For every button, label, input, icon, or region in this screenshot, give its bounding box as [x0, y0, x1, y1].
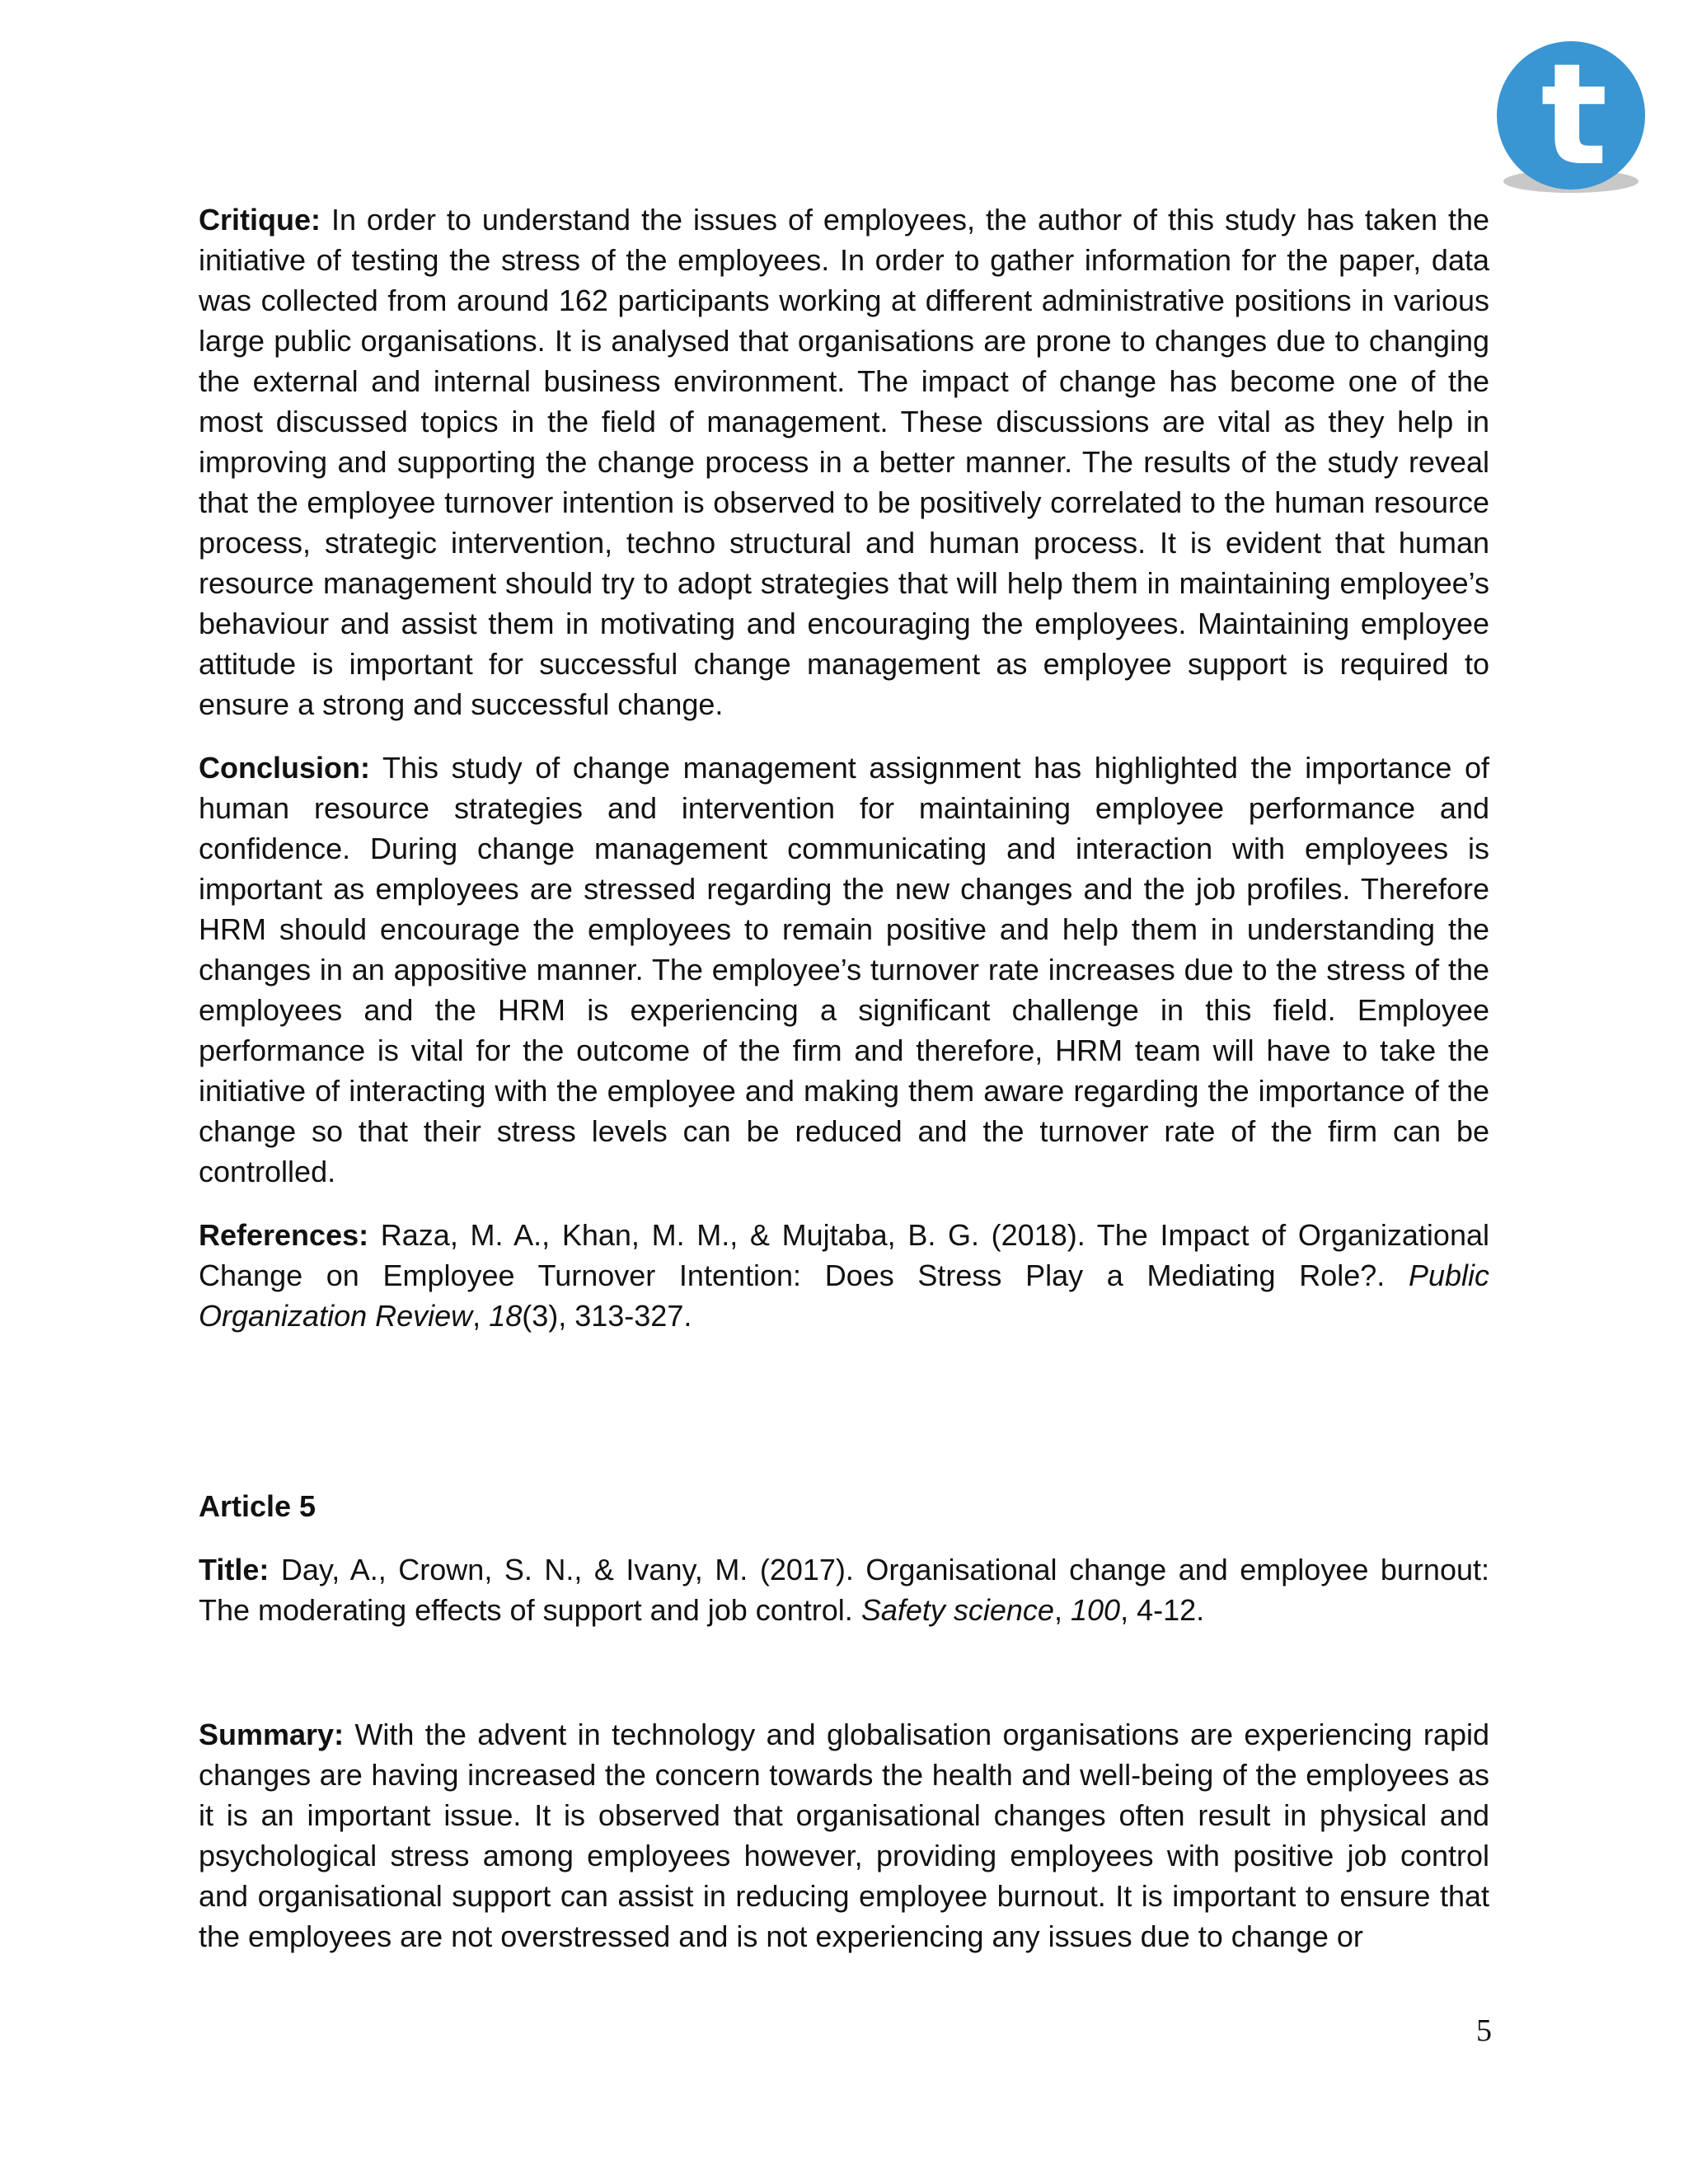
references-volume: 18 — [489, 1299, 523, 1333]
title-pages: , 4-12. — [1120, 1593, 1205, 1627]
references-label: References: — [199, 1218, 369, 1252]
document-body — [199, 199, 1489, 1957]
summary-text: With the advent in technology and globalisation organisations are experiencing rapid changes are having increased the concern towards the health and well-being of the employees as it is an important issue. It is observed that organisational changes often result in physical and psychological stress among employees however, providing employees with positive job control and organisational support can assist in reducing employee burnout. It is important to ensure that the employees are not overstressed and is not experiencing any issues due to change or — [199, 1718, 1489, 1953]
article-heading: Article 5 — [199, 1489, 316, 1523]
company-logo-icon — [1489, 40, 1653, 204]
conclusion-label: Conclusion: — [199, 751, 370, 785]
conclusion-paragraph — [199, 748, 1489, 1192]
references-text: Raza, M. A., Khan, M. M., & Mujtaba, B. G. (2018). The Impact of Organizational Change on Employee Turnover Intention: Does Stress Play a Mediating Role?. — [199, 1218, 1489, 1292]
critique-label: Critique: — [199, 203, 321, 237]
title-paragraph — [199, 1549, 1489, 1630]
title-text: Day, A., Crown, S. N., & Ivany, M. (2017). Organisational change and employee burnout: The moderating effects of support and job control. — [199, 1553, 1489, 1627]
title-journal: Safety science — [860, 1593, 1054, 1627]
title-volume: 100 — [1070, 1593, 1121, 1627]
references-journal: Public Organization Review — [199, 1258, 1489, 1333]
title-separator: , — [1053, 1593, 1062, 1627]
references-separator: , — [472, 1299, 481, 1333]
critique-paragraph — [199, 199, 1489, 724]
summary-paragraph — [199, 1714, 1489, 1957]
conclusion-text: This study of change management assignment has highlighted the importance of human resource strategies and intervention for maintaining employee performance and confidence. During change management communicating and interaction with employees is important as employees are stressed regarding the new changes and the job profiles. Therefore HRM should encourage the employees to remain positive and help them in understanding the changes in an appositive manner. The employee’s turnover rate increases due to the stress of the employees and the HRM is experiencing a significant challenge in this field. Employee performance is vital for the outcome of the firm and therefore, HRM team will have to take the initiative of interacting with the employee and making them aware regarding the importance of the change so that their stress levels can be reduced and the turnover rate of the firm can be controlled. — [199, 751, 1489, 1188]
references-paragraph — [199, 1215, 1489, 1336]
summary-label: Summary: — [199, 1718, 345, 1751]
page-number: 5 — [1476, 2013, 1492, 2048]
logo-letter: t — [1540, 40, 1608, 197]
references-pages: (3), 313-327. — [522, 1299, 692, 1333]
critique-text: In order to understand the issues of employees, the author of this study has taken the initiative of testing the stress of the employees. In order to gather information for the paper, data was collected from around 162 participants working at different administrative positions in various large public organisations. It is analysed that organisations are prone to changes due to changing the external and internal business environment. The impact of change has become one of the most discussed topics in the field of management. These discussions are vital as they help in improving and supporting the change process in a better manner. The results of the study reveal that the employee turnover intention is observed to be positively correlated to the human resource process, strategic intervention, techno structural and human process. It is evident that human resource management should try to adopt strategies that will help them in maintaining employee’s behaviour and assist them in motivating and encouraging the employees. Maintaining employee attitude is important for successful change management as employee support is required to ensure a strong and successful change. — [199, 203, 1489, 721]
title-label: Title: — [199, 1553, 270, 1586]
